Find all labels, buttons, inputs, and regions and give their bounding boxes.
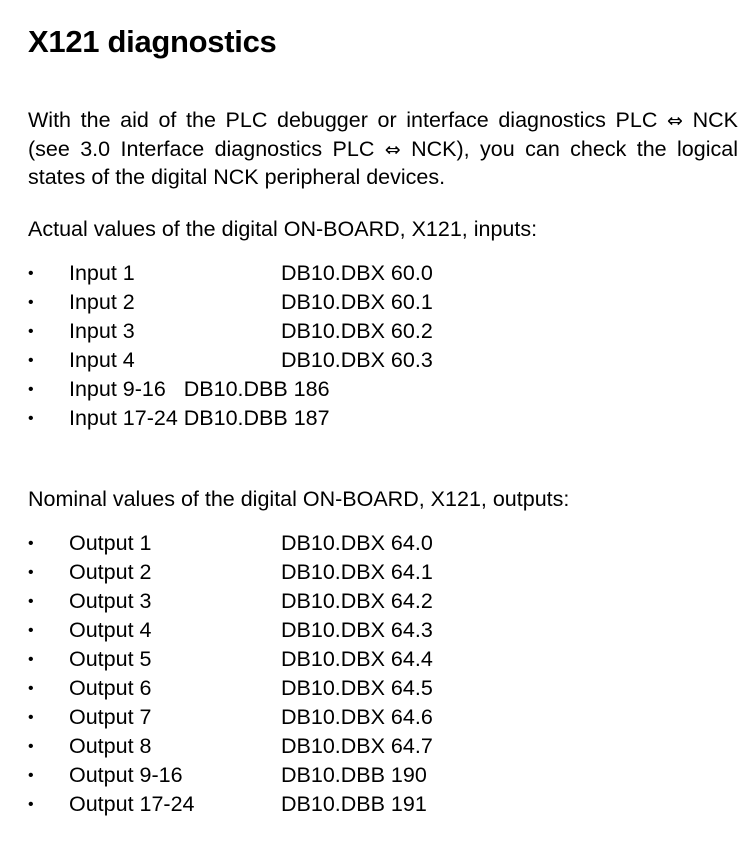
inputs-heading: Actual values of the digital ON-BOARD, X121, inputs: <box>28 217 538 241</box>
output-address: DB10.DBB 190 <box>281 763 427 787</box>
input-name: Input 3 <box>69 319 135 343</box>
intro-text-part2: NCK (see 3.0 Interface diagnostics PLC <box>28 108 738 161</box>
input-name: Input 2 <box>69 290 135 314</box>
output-address: DB10.DBX 64.7 <box>281 734 433 758</box>
output-address: DB10.DBB 191 <box>281 792 427 816</box>
bullet-icon: • <box>28 593 34 610</box>
page-title: X121 diagnostics <box>28 24 277 59</box>
output-address: DB10.DBX 64.4 <box>281 647 433 671</box>
bullet-icon: • <box>28 622 34 639</box>
output-name: Output 17-24 <box>69 792 195 816</box>
outputs-heading: Nominal values of the digital ON-BOARD, X121, outputs: <box>28 487 570 511</box>
bullet-icon: • <box>28 535 34 552</box>
intro-text-part1: With the aid of the PLC debugger or interface diagnostics PLC <box>28 108 658 132</box>
input-address: DB10.DBX 60.1 <box>281 290 433 314</box>
bullet-icon: • <box>28 265 34 282</box>
output-name: Output 2 <box>69 560 152 584</box>
input-address: DB10.DBX 60.0 <box>281 261 433 285</box>
output-name: Output 6 <box>69 676 152 700</box>
output-name: Output 5 <box>69 647 152 671</box>
output-address: DB10.DBX 64.6 <box>281 705 433 729</box>
bullet-icon: • <box>28 651 34 668</box>
bullet-icon: • <box>28 323 34 340</box>
bullet-icon: • <box>28 381 34 398</box>
output-address: DB10.DBX 64.3 <box>281 618 433 642</box>
output-address: DB10.DBX 64.0 <box>281 531 433 555</box>
output-name: Output 4 <box>69 618 152 642</box>
bullet-icon: • <box>28 709 34 726</box>
bullet-icon: • <box>28 352 34 369</box>
input-entry: Input 17-24 DB10.DBB 187 <box>69 406 330 430</box>
bullet-icon: • <box>28 738 34 755</box>
output-name: Output 9-16 <box>69 763 183 787</box>
bidirectional-arrow-icon: ⇔ <box>667 110 683 132</box>
input-address: DB10.DBX 60.2 <box>281 319 433 343</box>
bullet-icon: • <box>28 410 34 427</box>
input-entry: Input 9-16 DB10.DBB 186 <box>69 377 330 401</box>
output-name: Output 7 <box>69 705 152 729</box>
bullet-icon: • <box>28 294 34 311</box>
input-name: Input 4 <box>69 348 135 372</box>
output-name: Output 8 <box>69 734 152 758</box>
bullet-icon: • <box>28 767 34 784</box>
intro-paragraph <box>28 107 738 192</box>
bullet-icon: • <box>28 796 34 813</box>
bidirectional-arrow-icon: ⇔ <box>384 138 401 161</box>
output-name: Output 3 <box>69 589 152 613</box>
bullet-icon: • <box>28 680 34 697</box>
output-address: DB10.DBX 64.5 <box>281 676 433 700</box>
output-address: DB10.DBX 64.1 <box>281 560 433 584</box>
input-address: DB10.DBX 60.3 <box>281 348 433 372</box>
input-name: Input 1 <box>69 261 135 285</box>
bullet-icon: • <box>28 564 34 581</box>
intro-text-part3: NCK), you can check the logical states of the digital NCK peripheral devices. <box>28 136 738 189</box>
output-address: DB10.DBX 64.2 <box>281 589 433 613</box>
output-name: Output 1 <box>69 531 152 555</box>
